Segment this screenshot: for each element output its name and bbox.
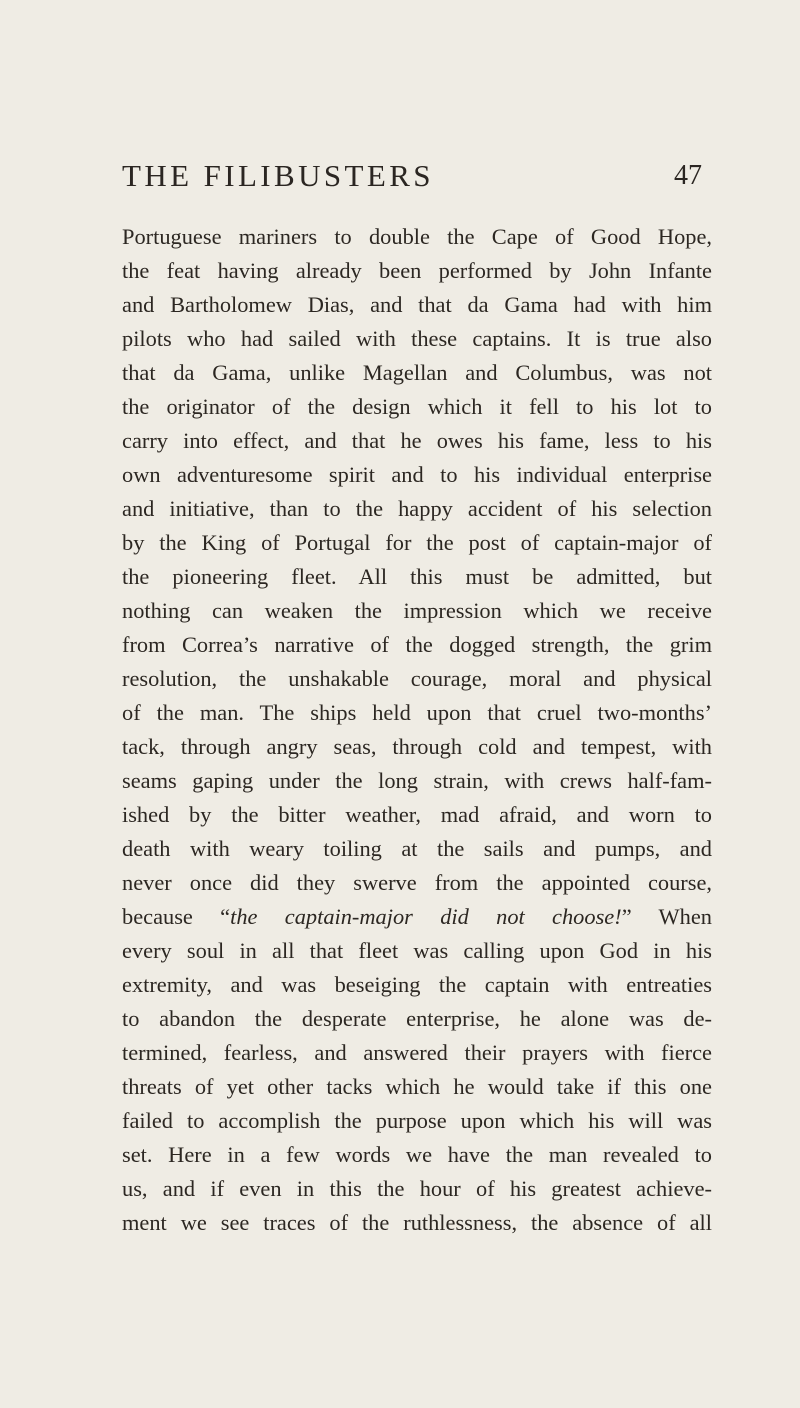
text-line: carry into effect, and that he owes his fame, less to his (122, 428, 712, 453)
text-line: to abandon the desperate enterprise, he alone was de- (122, 1006, 712, 1031)
text-line: death with weary toiling at the sails and pumps, and (122, 836, 712, 861)
text-line: resolution, the unshakable courage, moral and physical (122, 666, 712, 691)
text-line: threats of yet other tacks which he would take if this one (122, 1074, 712, 1099)
text-line: from Correa’s narrative of the dogged strength, the grim (122, 632, 712, 657)
text-line: nothing can weaken the impression which we receive (122, 598, 712, 623)
text-line: seams gaping under the long strain, with crews half-fam- (122, 768, 712, 793)
italic-quote: the captain-major did not choose! (230, 904, 622, 929)
text-line: the originator of the design which it fell to his lot to (122, 394, 712, 419)
text-line: ment we see traces of the ruthlessness, the absence of all (122, 1210, 712, 1235)
running-title: THE FILIBUSTERS (122, 158, 434, 193)
body-text (122, 220, 712, 1240)
page-header (122, 158, 702, 198)
line-post-text: ” When (621, 904, 712, 929)
text-line: extremity, and was beseiging the captain with entreaties (122, 972, 712, 997)
text-line: failed to accomplish the purpose upon which his will was (122, 1108, 712, 1133)
text-line: the pioneering fleet. All this must be admitted, but (122, 564, 712, 589)
text-line: by the King of Portugal for the post of captain-major of (122, 530, 712, 555)
text-line: ished by the bitter weather, mad afraid, and worn to (122, 802, 712, 827)
text-line: never once did they swerve from the appointed course, (122, 870, 712, 895)
text-line: the feat having already been performed by John Infante (122, 258, 712, 283)
text-line: us, and if even in this the hour of his greatest achieve- (122, 1176, 712, 1201)
line-pre-text: because “ (122, 904, 231, 929)
text-line: and Bartholomew Dias, and that da Gama had with him (122, 292, 712, 317)
text-line: of the man. The ships held upon that cruel two-months’ (122, 700, 712, 725)
text-line: own adventuresome spirit and to his individual enterprise (122, 462, 712, 487)
page-number: 47 (674, 160, 702, 191)
text-line: that da Gama, unlike Magellan and Columbus, was not (122, 360, 712, 385)
text-line: every soul in all that fleet was calling upon God in his (122, 938, 712, 963)
text-line: Portuguese mariners to double the Cape of Good Hope, (122, 224, 712, 249)
text-line: tack, through angry seas, through cold and tempest, with (122, 734, 712, 759)
text-line: termined, fearless, and answered their prayers with fierce (122, 1040, 712, 1065)
text-line: set. Here in a few words we have the man revealed to (122, 1142, 712, 1167)
text-line: and initiative, than to the happy accident of his selection (122, 496, 712, 521)
text-line: pilots who had sailed with these captains. It is true also (122, 326, 712, 351)
text-line-with-italic (122, 900, 712, 934)
